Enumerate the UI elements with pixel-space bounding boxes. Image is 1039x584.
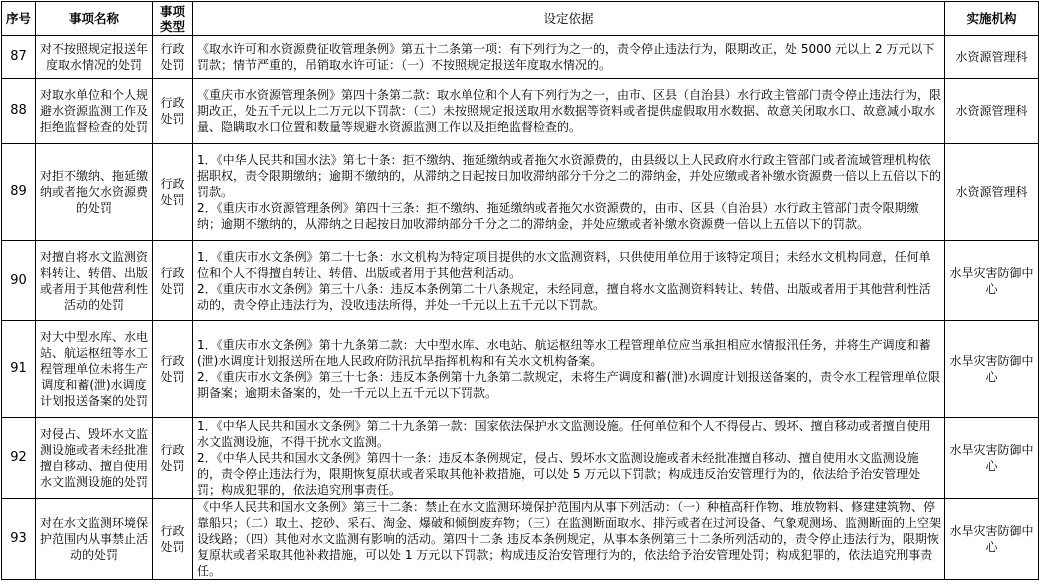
table-row [2, 36, 1039, 79]
legal-basis-paragraph: 1．《重庆市水文条例》第二十七条：水文机构为特定项目提供的水文监测资料，只供使用单位用于该特定项目；未经水文机构同意，任何单位和个人不得擅自转让、转借、出版或者用于其他营利活动。 [197, 249, 931, 280]
item-name: 对在水文监测环境保护范围内从事禁止活动的处罚 [36, 499, 153, 580]
legal-basis-paragraph: 《中华人民共和国水文条例》第三十二条：禁止在水文监测环境保护范围内从事下列活动：（一）种植高秆作物、堆放物料、修建建筑物、停靠船只；（二）取土、挖砂、采石、淘金、爆破和倾倒废弃物；（三）在监测断面取水、排污或者在过河设备、气象观测场、监测断面的上空架设线路；（四）其他对水文监测有影响的活动。第四十二条 违反本条例规定，从事本条例第三十二条所列活动的，责令停止违法行为，限期恢复原状或者采取其他补救措施，可以处 1 万元以下罚款；构成违反治安管理行为的，依法给予治安管理处罚；构成犯罪的，依法追究刑事责任。 [197, 500, 942, 578]
table-row [2, 79, 1039, 144]
item-type: 行政处罚 [153, 79, 193, 144]
header-no: 序号 [2, 2, 36, 36]
table-row [2, 499, 1039, 580]
implementing-agency: 水资源管理科 [945, 144, 1039, 241]
item-name: 对大中型水库、水电站、航运枢纽等水工程管理单位未将生产调度和蓄(泄)水调度计划报送备案的处罚 [36, 321, 153, 418]
legal-basis-paragraph: 2．《重庆市水资源管理条例》第四十三条：拒不缴纳、拖延缴纳或者拖欠水资源费的，由市、区县（自治县）水行政主管部门责令限期缴纳；逾期不缴纳的，从滞纳之日起按日加收滞纳部分千分之二的滞纳金，并处应缴或者补缴水资源费一倍以上五倍以下的罚款。 [197, 201, 919, 231]
item-type: 行政处罚 [153, 321, 193, 418]
legal-basis-paragraph: 《取水许可和水资源费征收管理条例》第五十二条第一项：有下列行为之一的，责令停止违法行为，限期改正，处 5000 元以上 2 万元以下罚款；情节严重的，吊销取水许可证：（一）不按照规定报送年度取水情况的。 [197, 42, 935, 72]
legal-basis [193, 418, 945, 499]
legal-basis-paragraph: 2．《中华人民共和国水文条例》第四十一条：违反本条例规定，侵占、毁坏水文监测设施或者未经批准擅自移动、擅自使用水文监测设施的，责令停止违法行为，限期恢复原状或者采取其他补救措施，可以处 5 万元以下罚款；构成违反治安管理行为的，依法给予治安管理处罚；构成犯罪的，依法追究刑事责任。 [197, 451, 921, 497]
legal-basis-paragraph: 1．《重庆市水文条例》第十九条第二款：大中型水库、水电站、航运枢纽等水工程管理单位应当承担相应水情报汛任务，并将生产调度和蓄(泄)水调度计划报送所在地人民政府防汛抗旱指挥机构和有关水文机构备案。 [197, 338, 931, 368]
legal-basis-paragraph: 《重庆市水资源管理条例》第四十条第二款：取水单位和个人有下列行为之一，由市、区县（自治县）水行政主管部门责令停止违法行为，限期改正，处五千元以上二万元以下罚款：（二）未按照规定报送取用水数据等资料或者提供虚假取用水数据、故意关闭取水口、故意减小取水量、隐瞒取水口位置和数量等规避水资源监测工作以及拒绝监督检查的。 [197, 88, 942, 134]
legal-basis-paragraph: 2．《重庆市水文条例》第三十七条：违反本条例第十九条第二款规定，未将生产调度和蓄(泄)水调度计划报送备案的，责令水工程管理单位限期备案；逾期未备案的，处一千元以上五千元以下罚款。 [197, 370, 941, 400]
table-row [2, 144, 1039, 241]
table-body [2, 36, 1039, 580]
implementing-agency: 水资源管理科 [945, 79, 1039, 144]
item-name: 对擅自将水文监测资料转让、转借、出版或者用于其他营利性活动的处罚 [36, 241, 153, 321]
penalty-items-table [1, 1, 1039, 580]
implementing-agency: 水旱灾害防御中心 [945, 499, 1039, 580]
header-type: 事项类型 [153, 2, 193, 36]
legal-basis [193, 241, 945, 321]
item-name: 对取水单位和个人规避水资源监测工作及拒绝监督检查的处罚 [36, 79, 153, 144]
item-name: 对不按照规定报送年度取水情况的处罚 [36, 36, 153, 79]
implementing-agency: 水旱灾害防御中心 [945, 241, 1039, 321]
row-number: 87 [2, 36, 36, 79]
legal-basis [193, 499, 945, 580]
header-name: 事项名称 [36, 2, 153, 36]
header-basis: 设定依据 [193, 2, 945, 36]
row-number: 90 [2, 241, 36, 321]
implementing-agency: 水旱灾害防御中心 [945, 418, 1039, 499]
item-type: 行政处罚 [153, 499, 193, 580]
table-row [2, 418, 1039, 499]
item-name: 对拒不缴纳、拖延缴纳或者拖欠水资源费的处罚 [36, 144, 153, 241]
row-number: 92 [2, 418, 36, 499]
table-header-row [2, 2, 1039, 36]
row-number: 89 [2, 144, 36, 241]
legal-basis-paragraph: 2．《重庆市水文条例》第三十八条：违反本条例第二十八条规定，未经同意，擅自将水文监测资料转让、转借、出版或者用于其他营利性活动的，责令停止违法行为，没收违法所得，并处一千元以上五千元以下罚款。 [197, 281, 931, 312]
item-type: 行政处罚 [153, 36, 193, 79]
row-number: 88 [2, 79, 36, 144]
row-number: 93 [2, 499, 36, 580]
header-org: 实施机构 [945, 2, 1039, 36]
row-number: 91 [2, 321, 36, 418]
table-row [2, 321, 1039, 418]
legal-basis [193, 321, 945, 418]
legal-basis-paragraph: 1．《中华人民共和国水文条例》第二十九条第一款：国家依法保护水文监测设施。任何单位和个人不得侵占、毁坏、擅自移动或者擅自使用水文监测设施，不得干扰水文监测。 [197, 419, 931, 449]
item-type: 行政处罚 [153, 144, 193, 241]
item-type: 行政处罚 [153, 418, 193, 499]
implementing-agency: 水旱灾害防御中心 [945, 321, 1039, 418]
item-name: 对侵占、毁坏水文监测设施或者未经批准擅自移动、擅自使用水文监测设施的处罚 [36, 418, 153, 499]
implementing-agency: 水资源管理科 [945, 36, 1039, 79]
table-row [2, 241, 1039, 321]
legal-basis [193, 36, 945, 79]
legal-basis [193, 79, 945, 144]
legal-basis-paragraph: 1．《中华人民共和国水法》第七十条：拒不缴纳、拖延缴纳或者拖欠水资源费的，由县级以上人民政府水行政主管部门或者流域管理机构依据职权，责令限期缴纳；逾期不缴纳的，从滞纳之日起按日加收滞纳部分千分之二的滞纳金，并处应缴或者补缴水资源费一倍以上五倍以下的罚款。 [197, 153, 942, 199]
legal-basis [193, 144, 945, 241]
item-type: 行政处罚 [153, 241, 193, 321]
